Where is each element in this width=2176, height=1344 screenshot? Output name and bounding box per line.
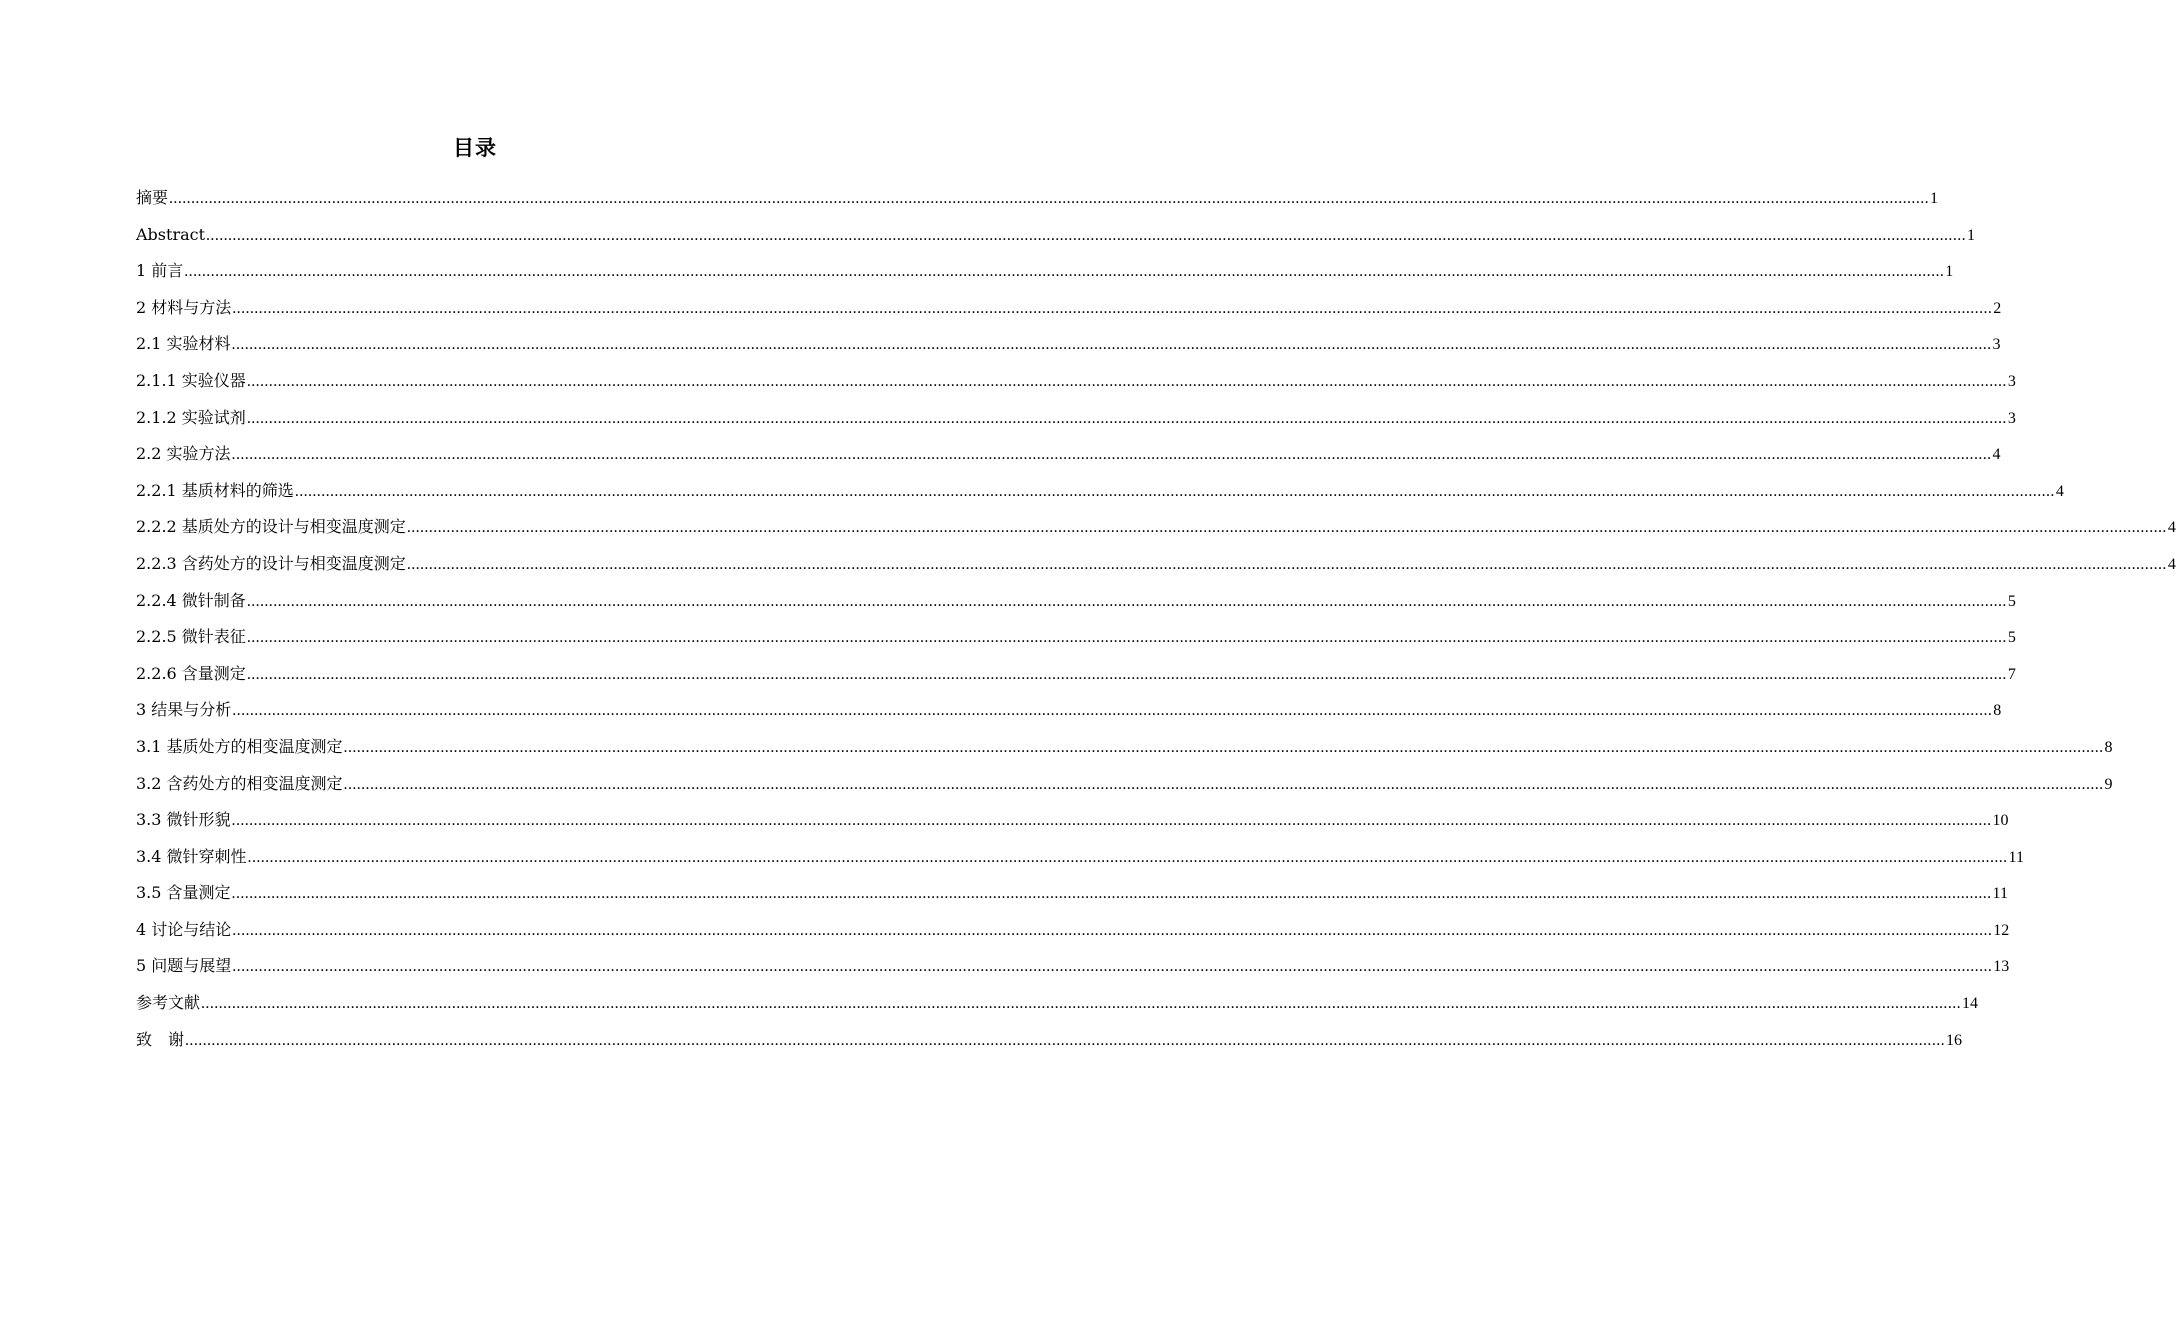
toc-entry[interactable] <box>136 875 2008 912</box>
toc-entry[interactable] <box>136 619 2016 656</box>
toc-entry-label: Abstract <box>136 224 206 244</box>
toc-entry[interactable] <box>136 802 2009 839</box>
toc-entry-page-number: 3 <box>1992 336 2001 354</box>
toc-entry[interactable] <box>136 912 2010 949</box>
toc-entry-label: 3.1 基质处方的相变温度测定 <box>136 736 343 756</box>
toc-dot-leader: ................................................................................................................................................................................................................................................................................................................................................................................................................ <box>246 592 2007 610</box>
toc-entry-page-number: 1 <box>1967 226 1976 244</box>
toc-entry[interactable] <box>136 546 2176 583</box>
toc-entry-label: 2.2.1 基质材料的筛选 <box>136 480 294 500</box>
toc-entry[interactable] <box>136 180 1939 217</box>
toc-entry-page-number: 7 <box>2007 665 2016 683</box>
toc-dot-leader: ................................................................................................................................................................................................................................................................................................................................................................................................................ <box>231 885 1992 903</box>
toc-dot-leader: ................................................................................................................................................................................................................................................................................................................................................................................................................ <box>231 446 1992 464</box>
toc-entry-label: 2.2.6 含量测定 <box>136 663 246 683</box>
toc-entry-page-number: 9 <box>2104 775 2113 793</box>
toc-entry-label: 3.3 微针形貌 <box>136 810 231 830</box>
toc-entry-page-number: 1 <box>1930 190 1939 207</box>
toc-entry[interactable] <box>136 217 1976 254</box>
toc-entry-page-number: 13 <box>1993 958 2010 976</box>
toc-entry[interactable] <box>136 729 2113 766</box>
toc-entry-label: 2.1.1 实验仪器 <box>136 370 246 390</box>
toc-dot-leader: ................................................................................................................................................................................................................................................................................................................................................................................................................ <box>247 848 2008 866</box>
toc-dot-leader: ................................................................................................................................................................................................................................................................................................................................................................................................................ <box>231 812 1992 830</box>
toc-dot-leader: ................................................................................................................................................................................................................................................................................................................................................................................................................ <box>201 995 1962 1013</box>
toc-dot-leader: ................................................................................................................................................................................................................................................................................................................................................................................................................ <box>232 921 1993 939</box>
toc-title: 目录 <box>453 136 497 160</box>
toc-entry-label: 2.2.4 微针制备 <box>136 590 246 610</box>
toc-dot-leader: ................................................................................................................................................................................................................................................................................................................................................................................................................ <box>246 665 2007 683</box>
toc-entry[interactable] <box>136 253 1954 290</box>
toc-dot-leader: ................................................................................................................................................................................................................................................................................................................................................................................................................ <box>184 263 1945 281</box>
toc-entry[interactable] <box>136 509 2176 546</box>
toc-entry-page-number: 2 <box>1993 299 2002 317</box>
toc-entry-page-number: 11 <box>2008 848 2024 866</box>
toc-entry-label: 3.4 微针穿刺性 <box>136 846 247 866</box>
toc-entry-label: 2.1 实验材料 <box>136 334 231 354</box>
toc-entry-label: 2 材料与方法 <box>136 297 232 317</box>
toc-entry-page-number: 3 <box>2007 409 2016 427</box>
toc-dot-leader: ................................................................................................................................................................................................................................................................................................................................................................................................................ <box>246 409 2007 427</box>
toc-entry[interactable] <box>136 839 2024 876</box>
toc-dot-leader: ................................................................................................................................................................................................................................................................................................................................................................................................................ <box>231 336 1992 354</box>
toc-entry-page-number: 16 <box>1946 1031 1963 1049</box>
toc-entry-page-number: 4 <box>2167 555 2176 573</box>
toc-entry-page-number: 5 <box>2007 592 2016 610</box>
toc-entry-page-number: 4 <box>2167 519 2176 537</box>
toc-dot-leader: ................................................................................................................................................................................................................................................................................................................................................................................................................ <box>406 519 2167 537</box>
toc-entry[interactable] <box>136 1022 1963 1059</box>
toc-dot-leader: ................................................................................................................................................................................................................................................................................................................................................................................................................ <box>343 738 2104 756</box>
toc-dot-leader: ................................................................................................................................................................................................................................................................................................................................................................................................................ <box>246 372 2007 390</box>
toc-entry[interactable] <box>136 326 2001 363</box>
toc-entry[interactable] <box>136 290 2002 327</box>
toc-entry-page-number: 12 <box>1993 921 2010 939</box>
toc-entry-page-number: 1 <box>1945 263 1954 281</box>
toc-entry-page-number: 8 <box>2104 738 2113 756</box>
toc-entry-label: 5 问题与展望 <box>136 956 232 976</box>
toc-entry-label: 3 结果与分析 <box>136 700 232 720</box>
toc-entry-label: 致 谢 <box>136 1029 185 1049</box>
toc-dot-leader: ................................................................................................................................................................................................................................................................................................................................................................................................................ <box>294 482 2055 500</box>
toc-entry-page-number: 5 <box>2007 629 2016 647</box>
toc-dot-leader: ................................................................................................................................................................................................................................................................................................................................................................................................................ <box>169 190 1930 207</box>
toc-entry-label: 2.1.2 实验试剂 <box>136 407 246 427</box>
toc-entry[interactable] <box>136 583 2016 620</box>
toc-list <box>136 180 2176 1058</box>
toc-entry-label: 2.2 实验方法 <box>136 444 231 464</box>
toc-entry-label: 3.5 含量测定 <box>136 883 231 903</box>
toc-entry-label: 2.2.5 微针表征 <box>136 627 246 647</box>
toc-entry-page-number: 4 <box>1992 446 2001 464</box>
toc-entry[interactable] <box>136 692 2002 729</box>
toc-dot-leader: ................................................................................................................................................................................................................................................................................................................................................................................................................ <box>232 958 1993 976</box>
toc-entry[interactable] <box>136 766 2113 803</box>
toc-entry-label: 参考文献 <box>136 993 201 1013</box>
toc-entry-page-number: 10 <box>1992 812 2009 830</box>
toc-entry-page-number: 3 <box>2007 372 2016 390</box>
toc-entry[interactable] <box>136 400 2016 437</box>
toc-entry[interactable] <box>136 656 2016 693</box>
toc-entry-page-number: 8 <box>1993 702 2002 720</box>
toc-dot-leader: ................................................................................................................................................................................................................................................................................................................................................................................................................ <box>343 775 2104 793</box>
toc-entry-page-number: 14 <box>1962 995 1979 1013</box>
toc-entry[interactable] <box>136 948 2010 985</box>
toc-entry-label: 2.2.3 含药处方的设计与相变温度测定 <box>136 553 406 573</box>
toc-dot-leader: ................................................................................................................................................................................................................................................................................................................................................................................................................ <box>185 1031 1946 1049</box>
toc-entry-label: 4 讨论与结论 <box>136 919 232 939</box>
toc-entry[interactable] <box>136 473 2064 510</box>
toc-entry[interactable] <box>136 985 1979 1022</box>
toc-dot-leader: ................................................................................................................................................................................................................................................................................................................................................................................................................ <box>232 702 1993 720</box>
toc-entry-page-number: 11 <box>1992 885 2008 903</box>
toc-dot-leader: ................................................................................................................................................................................................................................................................................................................................................................................................................ <box>406 555 2167 573</box>
toc-entry-label: 2.2.2 基质处方的设计与相变温度测定 <box>136 517 406 537</box>
toc-dot-leader: ................................................................................................................................................................................................................................................................................................................................................................................................................ <box>246 629 2007 647</box>
toc-entry[interactable] <box>136 363 2016 400</box>
toc-dot-leader: ................................................................................................................................................................................................................................................................................................................................................................................................................ <box>206 226 1967 244</box>
toc-entry-page-number: 4 <box>2055 482 2064 500</box>
toc-entry[interactable] <box>136 436 2001 473</box>
toc-entry-label: 3.2 含药处方的相变温度测定 <box>136 773 343 793</box>
toc-entry-label: 摘要 <box>136 188 169 207</box>
toc-entry-label: 1 前言 <box>136 261 184 281</box>
toc-dot-leader: ................................................................................................................................................................................................................................................................................................................................................................................................................ <box>232 299 1993 317</box>
